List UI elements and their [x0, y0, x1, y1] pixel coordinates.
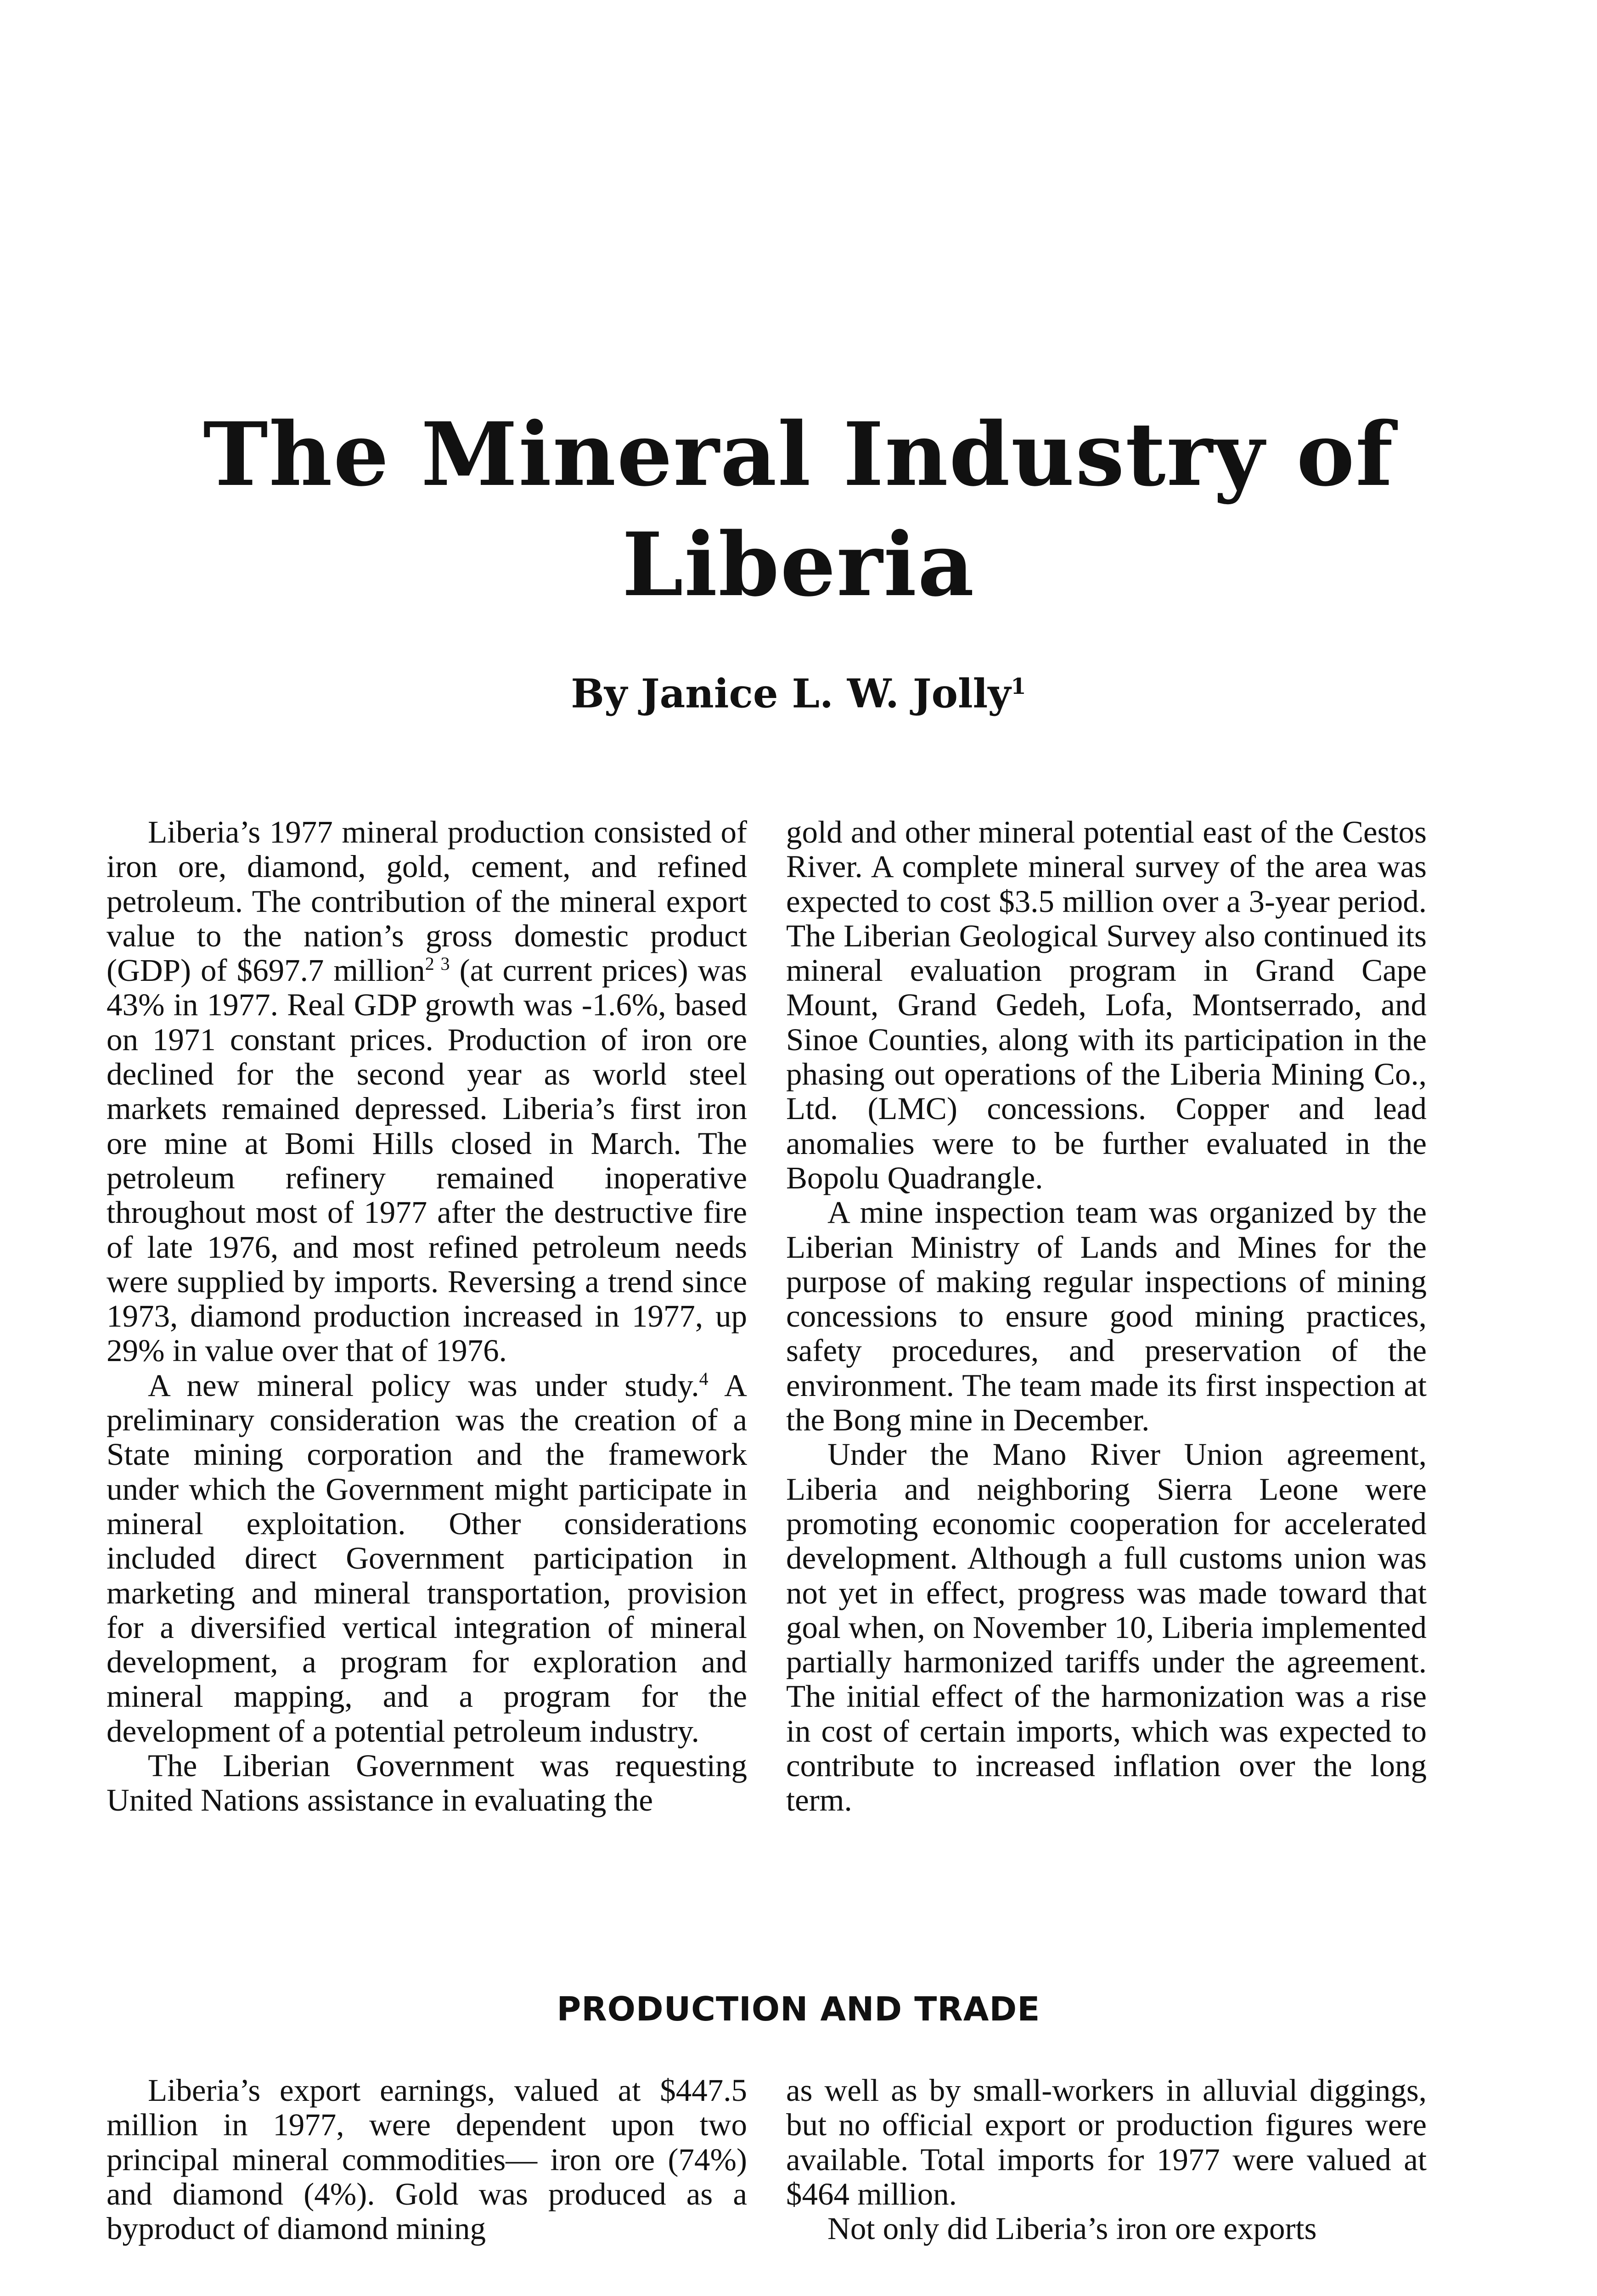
page-title	[0, 400, 1597, 620]
section-heading: PRODUCTION AND TRADE	[557, 1990, 1040, 2028]
trade-paragraph-1-continued: as well as by small-workers in alluvial diggings, but no official export or production figures were available. Total imports for 1977 were valued at $464 million.	[786, 2073, 1427, 2212]
intro-paragraph-4: A mine inspection team was organized by the Liberian Ministry of Lands and Mines for the purpose of making regular inspections of mining concessions to ensure good mining practices, safety procedures, and preservation of the environment. The team made its first inspection at the Bong mine in December.	[786, 1195, 1427, 1438]
intro-right-column	[786, 815, 1427, 1818]
trade-paragraph-1: Liberia’s export earnings, valued at $447.5 million in 1977, were dependent upon two principal mineral commodities— iron ore (74%) and diamond (4%). Gold was produced as a byproduct of diamond mining	[107, 2073, 747, 2246]
trade-right-column	[786, 2073, 1427, 2246]
intro-paragraph-1-part-b: (at current prices) was 43% in 1977. Real GDP growth was -1.6%, based on 1971 constant prices. Production of iron ore declined for the second year as world steel markets remained depressed. Liberia’s first iron ore mine at Bomi Hills closed in March. The petroleum refinery remained inoperative throughout most of 1977 after the destructive fire of late 1976, and most refined petroleum needs were supplied by imports. Reversing a trend since 1973, diamond production increased in 1977, up 29% in value over that of 1976.	[107, 953, 747, 1368]
intro-paragraph-2-part-a: A new mineral policy was under study.	[148, 1367, 699, 1403]
byline-footnote-mark: 1	[1011, 674, 1026, 699]
author-byline	[0, 661, 1597, 720]
intro-paragraph-1-part-a: Liberia’s 1977 mineral production consisted of iron ore, diamond, gold, cement, and refined petroleum. The contribution of the mineral export value to the nation’s gross domestic product (GDP) of $697.7 million	[107, 815, 747, 988]
intro-paragraph-5: Under the Mano River Union agreement, Liberia and neighboring Sierra Leone were promoting economic cooperation for accelerated development. Although a full customs union was not yet in effect, progress was made toward that goal when, on November 10, Liberia implemented partially harmonized tariffs under the agreement. The initial effect of the harmonization was a rise in cost of certain imports, which was expected to contribute to increased inflation over the long term.	[786, 1437, 1427, 1818]
intro-paragraph-3-continued: gold and other mineral potential east of the Cestos River. A complete mineral survey of the area was expected to cost $3.5 million over a 3-year period. The Liberian Geological Survey also continued its mineral evaluation program in Grand Cape Mount, Grand Gedeh, Lofa, Montserrado, and Sinoe Counties, along with its participation in the phasing out operations of the Liberia Mining Co., Ltd. (LMC) concessions. Copper and lead anomalies were to be further evaluated in the Bopolu Quadrangle.	[786, 815, 1427, 1195]
trade-left-column	[107, 2073, 747, 2246]
intro-paragraph-2-part-b: A preliminary consideration was the creation of a State mining corporation and the framework under which the Government might participate in mineral exploitation. Other considerations included direct Government participation in marketing and mineral transportation, provision for a diversified vertical integration of mineral development, a program for exploration and mineral mapping, and a program for the development of a potential petroleum industry.	[107, 1367, 747, 1749]
intro-paragraph-2	[107, 1368, 747, 1749]
intro-paragraph-3: The Liberian Government was requesting United Nations assistance in evaluating the	[107, 1748, 747, 1818]
trade-paragraph-2: Not only did Liberia’s iron ore exports	[827, 2211, 1317, 2246]
intro-paragraph-1	[107, 815, 747, 1368]
byline-text: By Janice L. W. Jolly	[571, 670, 1011, 717]
footnote-mark-4: 4	[699, 1368, 709, 1389]
title-line-2: Liberia	[622, 513, 975, 616]
title-line-1: The Mineral Industry of	[203, 403, 1394, 506]
footnote-mark-2-3: 2 3	[425, 953, 450, 974]
intro-left-column	[107, 815, 747, 1818]
